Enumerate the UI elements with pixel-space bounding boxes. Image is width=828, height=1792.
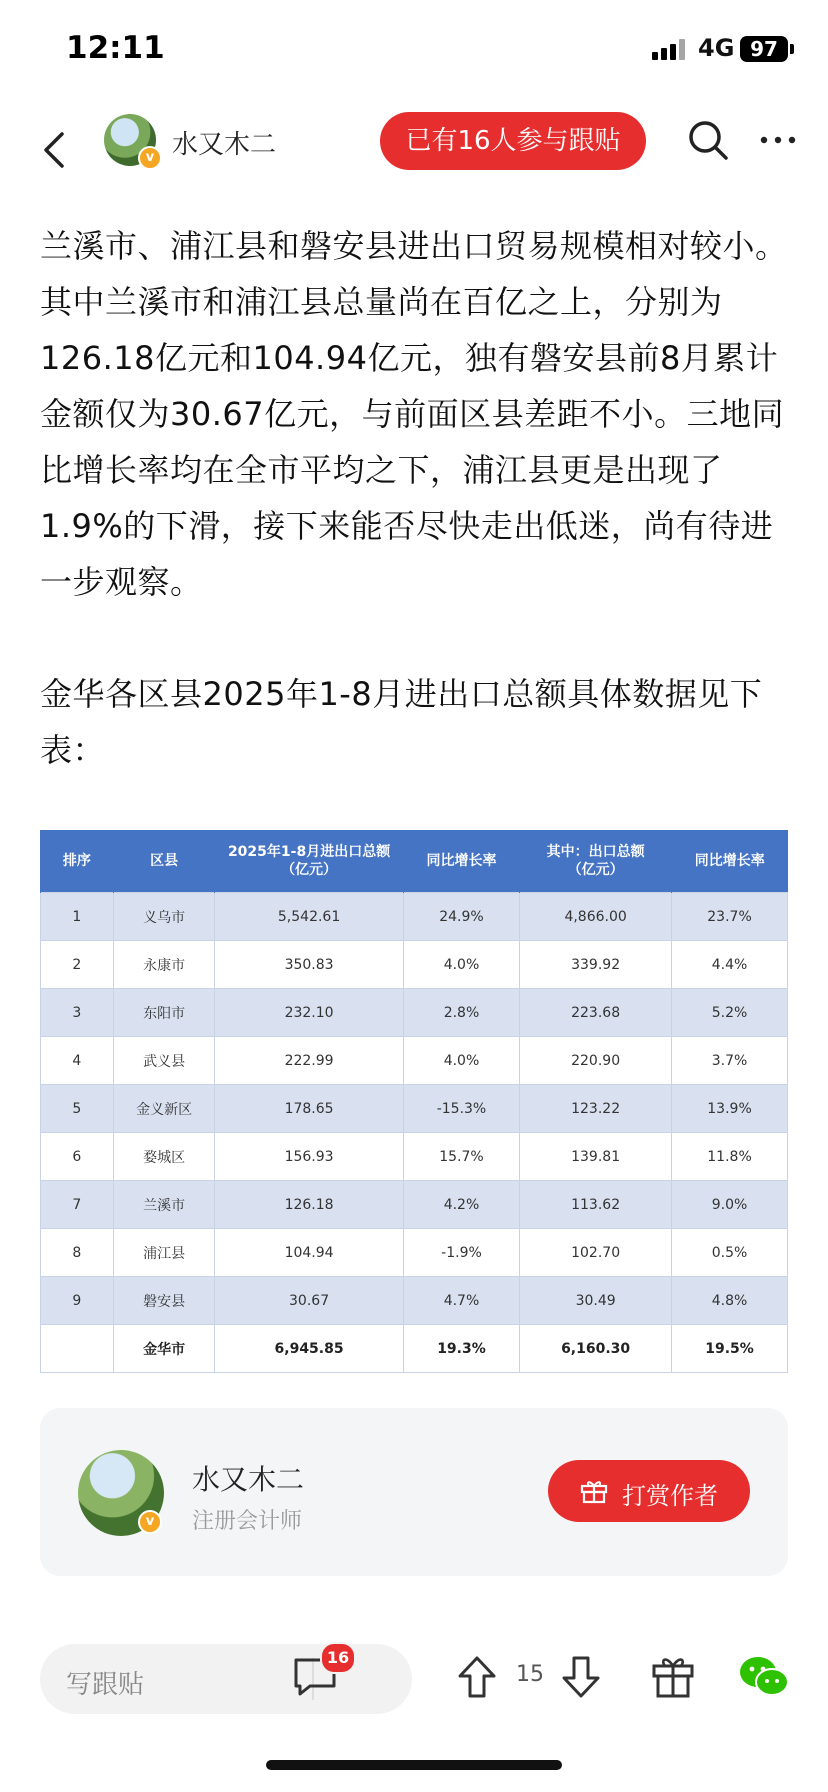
table-cell: 15.7%	[403, 1133, 519, 1181]
table-cell: 2.8%	[403, 989, 519, 1037]
table-cell: 222.99	[215, 1037, 403, 1085]
table-cell: 3.7%	[672, 1037, 788, 1085]
table-cell: 350.83	[215, 941, 403, 989]
table-cell: 永康市	[113, 941, 215, 989]
table-header-cell: 其中：出口总额 （亿元）	[520, 830, 672, 893]
table-cell: 金华市	[113, 1325, 215, 1373]
table-row	[41, 941, 788, 989]
table-cell: 19.3%	[403, 1325, 519, 1373]
table-cell: 4,866.00	[520, 893, 672, 941]
article-paragraph: 金华各区县2025年1-8月进出口总额具体数据见下表：	[40, 675, 763, 769]
table-cell: 4	[41, 1037, 114, 1085]
join-discussion-button[interactable]: 已有16人参与跟贴	[380, 112, 646, 170]
gift-icon[interactable]	[650, 1652, 696, 1700]
network-type: 4G	[698, 34, 735, 62]
table-cell: -15.3%	[403, 1085, 519, 1133]
table-cell: 13.9%	[672, 1085, 788, 1133]
table-row	[41, 1037, 788, 1085]
author-card-name[interactable]: 水又木二	[192, 1463, 305, 1496]
table-cell: 223.68	[520, 989, 672, 1037]
table-cell: 4.4%	[672, 941, 788, 989]
reply-placeholder: 写跟贴	[66, 1670, 145, 1700]
table-cell: 178.65	[215, 1085, 403, 1133]
table-cell: 4.2%	[403, 1181, 519, 1229]
table-cell: 30.67	[215, 1277, 403, 1325]
table-header-cell: 同比增长率	[403, 830, 519, 893]
table-cell: 3	[41, 989, 114, 1037]
table-cell: 5.2%	[672, 989, 788, 1037]
table-row	[41, 1277, 788, 1325]
table-header-cell: 2025年1-8月进出口总额 （亿元）	[215, 830, 403, 893]
table-row	[41, 893, 788, 941]
table-row	[41, 1085, 788, 1133]
wechat-share-icon[interactable]	[738, 1654, 790, 1700]
verified-badge-icon: v	[138, 146, 162, 170]
table-header-row	[41, 830, 788, 893]
table-cell: 30.49	[520, 1277, 672, 1325]
table-cell: 兰溪市	[113, 1181, 215, 1229]
gift-icon	[580, 1478, 608, 1504]
verified-badge-icon: v	[138, 1510, 162, 1534]
table-cell: 339.92	[520, 941, 672, 989]
home-indicator[interactable]	[266, 1760, 562, 1770]
table-cell: 4.0%	[403, 1037, 519, 1085]
table-cell: 104.94	[215, 1229, 403, 1277]
author-name[interactable]: 水又木二	[172, 130, 277, 160]
table-cell: 113.62	[520, 1181, 672, 1229]
table-header-cell: 同比增长率	[672, 830, 788, 893]
table-cell: 232.10	[215, 989, 403, 1037]
table-cell: 123.22	[520, 1085, 672, 1133]
data-table	[40, 830, 788, 1373]
table-cell: 6,160.30	[520, 1325, 672, 1373]
reply-input[interactable]	[40, 1644, 412, 1714]
table-cell: 金义新区	[113, 1085, 215, 1133]
table-cell: 23.7%	[672, 893, 788, 941]
author-card-role: 注册会计师	[192, 1509, 303, 1534]
article-paragraph: 兰溪市、浦江县和磐安县进出口贸易规模相对较小。其中兰溪市和浦江县总量尚在百亿之上，分别为126.18亿元和104.94亿元，独有磐安县前8月累计金额仅为30.67亿元，与前面区县差距不小。三地同比增长率均在全市平均之下，浦江县更是出现了1.9%的下滑，接下来能否尽快走出低迷，尚有待进一步观察。	[40, 227, 788, 601]
table-cell: 磐安县	[113, 1277, 215, 1325]
table-cell: 102.70	[520, 1229, 672, 1277]
table-cell: 2	[41, 941, 114, 989]
table-cell: 武义县	[113, 1037, 215, 1085]
table-row	[41, 1133, 788, 1181]
vote-count: 15	[516, 1662, 544, 1687]
table-cell: 220.90	[520, 1037, 672, 1085]
tip-author-label: 打赏作者	[622, 1482, 718, 1510]
table-cell: 11.8%	[672, 1133, 788, 1181]
table-cell: 6	[41, 1133, 114, 1181]
table-cell: 东阳市	[113, 989, 215, 1037]
table-cell: 浦江县	[113, 1229, 215, 1277]
table-cell: 4.0%	[403, 941, 519, 989]
table-cell: 义乌市	[113, 893, 215, 941]
more-icon[interactable]	[758, 118, 798, 162]
table-cell: 139.81	[520, 1133, 672, 1181]
table-cell: 126.18	[215, 1181, 403, 1229]
table-cell: 8	[41, 1229, 114, 1277]
search-icon[interactable]	[686, 118, 730, 162]
table-cell: -1.9%	[403, 1229, 519, 1277]
author-avatar[interactable]	[104, 114, 156, 166]
table-cell: 0.5%	[672, 1229, 788, 1277]
table-cell: 5	[41, 1085, 114, 1133]
table-cell: 婺城区	[113, 1133, 215, 1181]
table-header-cell: 区县	[113, 830, 215, 893]
table-cell: 156.93	[215, 1133, 403, 1181]
tip-author-button[interactable]	[548, 1460, 750, 1522]
table-header-cell: 排序	[41, 830, 114, 893]
table-cell: 9	[41, 1277, 114, 1325]
table-row	[41, 1229, 788, 1277]
table-row	[41, 1181, 788, 1229]
table-row	[41, 989, 788, 1037]
article-body	[40, 218, 792, 778]
upvote-icon[interactable]	[456, 1654, 498, 1700]
top-nav	[0, 108, 828, 192]
downvote-icon[interactable]	[560, 1654, 602, 1700]
table-total-row	[41, 1325, 788, 1373]
back-icon[interactable]	[36, 126, 76, 174]
table-cell: 4.8%	[672, 1277, 788, 1325]
battery-icon: 97	[740, 36, 788, 62]
table-cell	[41, 1325, 114, 1373]
battery-tip	[790, 44, 794, 54]
table-cell: 9.0%	[672, 1181, 788, 1229]
author-card	[40, 1408, 788, 1576]
author-card-avatar[interactable]	[78, 1450, 164, 1536]
signal-icon	[652, 38, 688, 60]
table-cell: 1	[41, 893, 114, 941]
bottom-action-bar	[0, 1640, 828, 1720]
table-cell: 19.5%	[672, 1325, 788, 1373]
table-cell: 6,945.85	[215, 1325, 403, 1373]
table-cell: 5,542.61	[215, 893, 403, 941]
status-time: 12:11	[66, 30, 165, 66]
table-cell: 4.7%	[403, 1277, 519, 1325]
table-cell: 24.9%	[403, 893, 519, 941]
status-bar	[0, 0, 828, 100]
table-cell: 7	[41, 1181, 114, 1229]
comment-count-badge: 16	[320, 1642, 356, 1674]
